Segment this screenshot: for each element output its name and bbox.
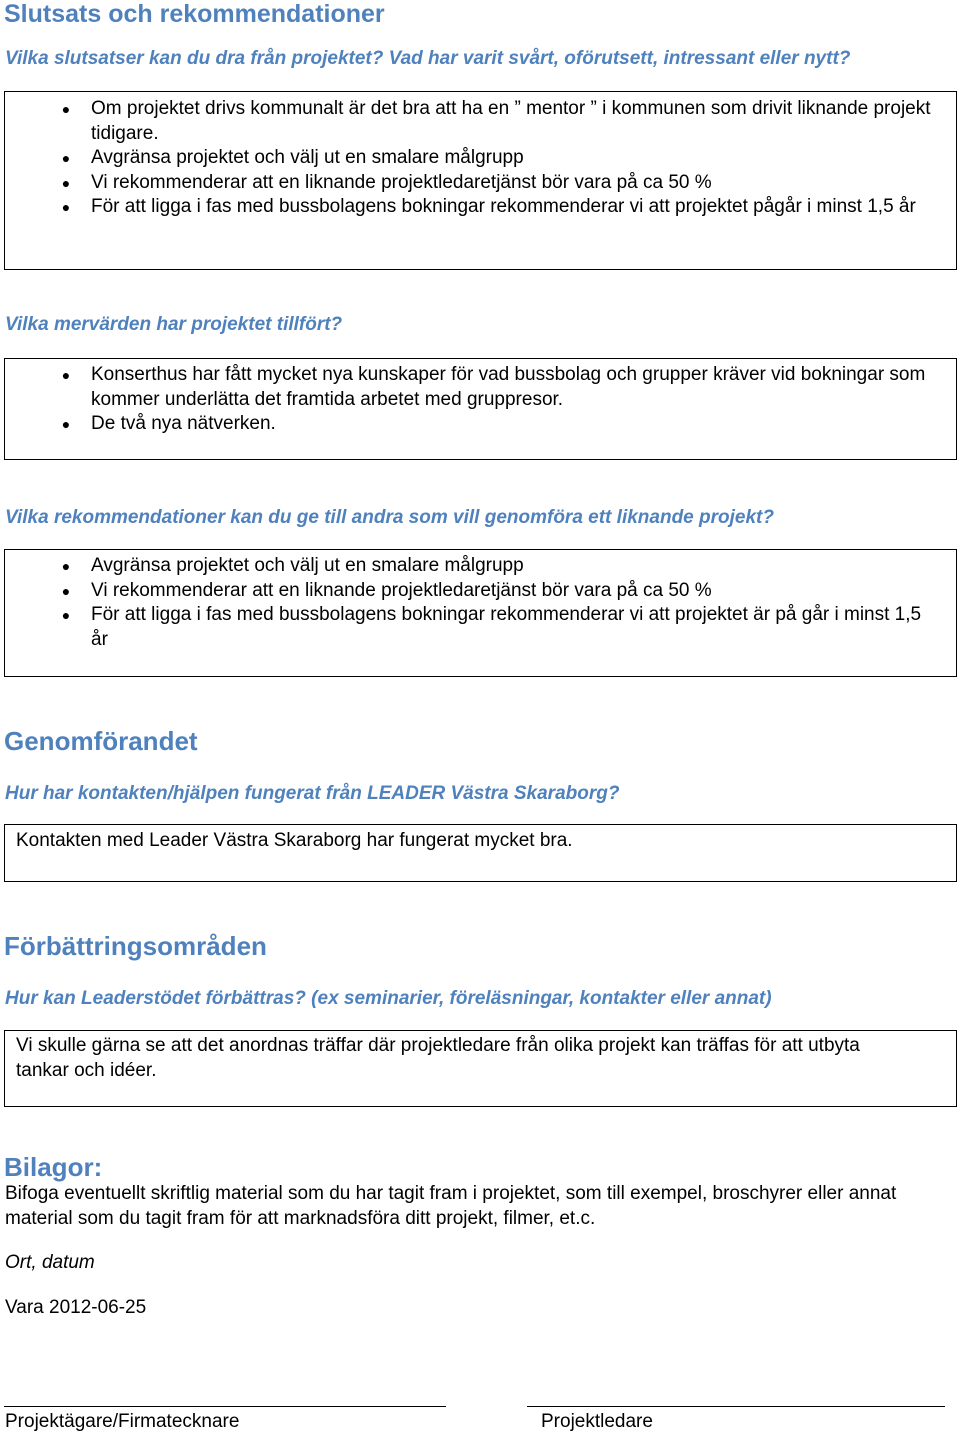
bullet-icon: ● [61,558,71,574]
attachments-instructions: Bifoga eventuellt skriftlig material som du har tagit fram i projektet, som till exempel, broschyrer eller annat material som du tagit fram för att marknadsföra ditt projekt, filmer, et.c. [5,1183,897,1229]
bullet-icon: ● [61,101,71,117]
question-added-value: Vilka mervärden har projektet tillfört? [5,314,343,335]
list-item: ● Avgränsa projektet och välj ut en smalare målgrupp [5,554,930,579]
answer-box-added-value [4,358,957,460]
signature-line-owner [4,1406,446,1407]
bullet-icon: ● [61,174,71,191]
answer-text: Vi skulle gärna se att det anordnas träffar där projektledare från olika projekt kan träffas för att utbyta tankar och idéer. [16,1035,860,1081]
question-improvements: Hur kan Leaderstödet förbättras? (ex seminarier, föreläsningar, kontakter eller annat) [5,988,772,1009]
bullet-icon: ● [61,416,71,432]
answer-text: Kontakten med Leader Västra Skaraborg har fungerat mycket bra. [16,830,573,851]
bullet-icon: ● [61,582,71,599]
bullet-icon: ● [61,199,71,215]
question-conclusions: Vilka slutsatser kan du dra från projektet? Vad har varit svårt, oförutsett, intressant eller nytt? [5,48,851,69]
section-title-attachments: Bilagor: [4,1152,103,1182]
bullet-icon: ● [61,367,71,383]
list-item: ● Avgränsa projektet och välj ut en smalare målgrupp [5,146,944,171]
answer-box-improvements [4,1030,957,1107]
section-title-improvements: Förbättringsområden [4,931,267,961]
signature-label-project-leader: Projektledare [541,1411,653,1432]
list-item: ● Vi rekommenderar att en liknande projektledaretjänst bör vara på ca 50 % [5,171,944,196]
bullet-icon: ● [61,607,71,623]
list-item: ● Vi rekommenderar att en liknande projektledaretjänst bör vara på ca 50 % [5,579,930,604]
signature-line-project-leader [527,1406,945,1407]
place-date-value: Vara 2012-06-25 [5,1297,147,1318]
answer-box-recommendations [4,549,957,677]
section-title-conclusions: Slutsats och rekommendationer [4,0,385,28]
list-item: ● De två nya nätverken. [5,412,944,437]
list-item: ● Konserthus har fått mycket nya kunskaper för vad bussbolag och grupper kräver vid bokningar som kommer underlätta det framtida arbetet med gruppresor. [61,364,926,410]
signature-label-owner: Projektägare/Firmatecknare [5,1411,240,1432]
answer-box-leader-contact [4,824,957,882]
section-title-implementation: Genomförandet [4,726,198,756]
list-item: ● För att ligga i fas med bussbolagens bokningar rekommenderar vi att projektet pågår i minst 1,5 år [5,195,944,220]
place-date-label: Ort, datum [5,1252,95,1273]
list-item: ● Om projektet drivs kommunalt är det bra att ha en ” mentor ” i kommunen som drivit liknande projekt tidigare. [61,98,931,144]
bullet-icon: ● [61,150,71,166]
list-item: ● För att ligga i fas med bussbolagens bokningar rekommenderar vi att projektet är på går i minst 1,5 år [61,604,922,650]
question-recommendations: Vilka rekommendationer kan du ge till andra som vill genomföra ett liknande projekt? [5,507,774,528]
question-leader-contact: Hur har kontakten/hjälpen fungerat från LEADER Västra Skaraborg? [5,783,620,804]
answer-box-conclusions [4,91,957,270]
